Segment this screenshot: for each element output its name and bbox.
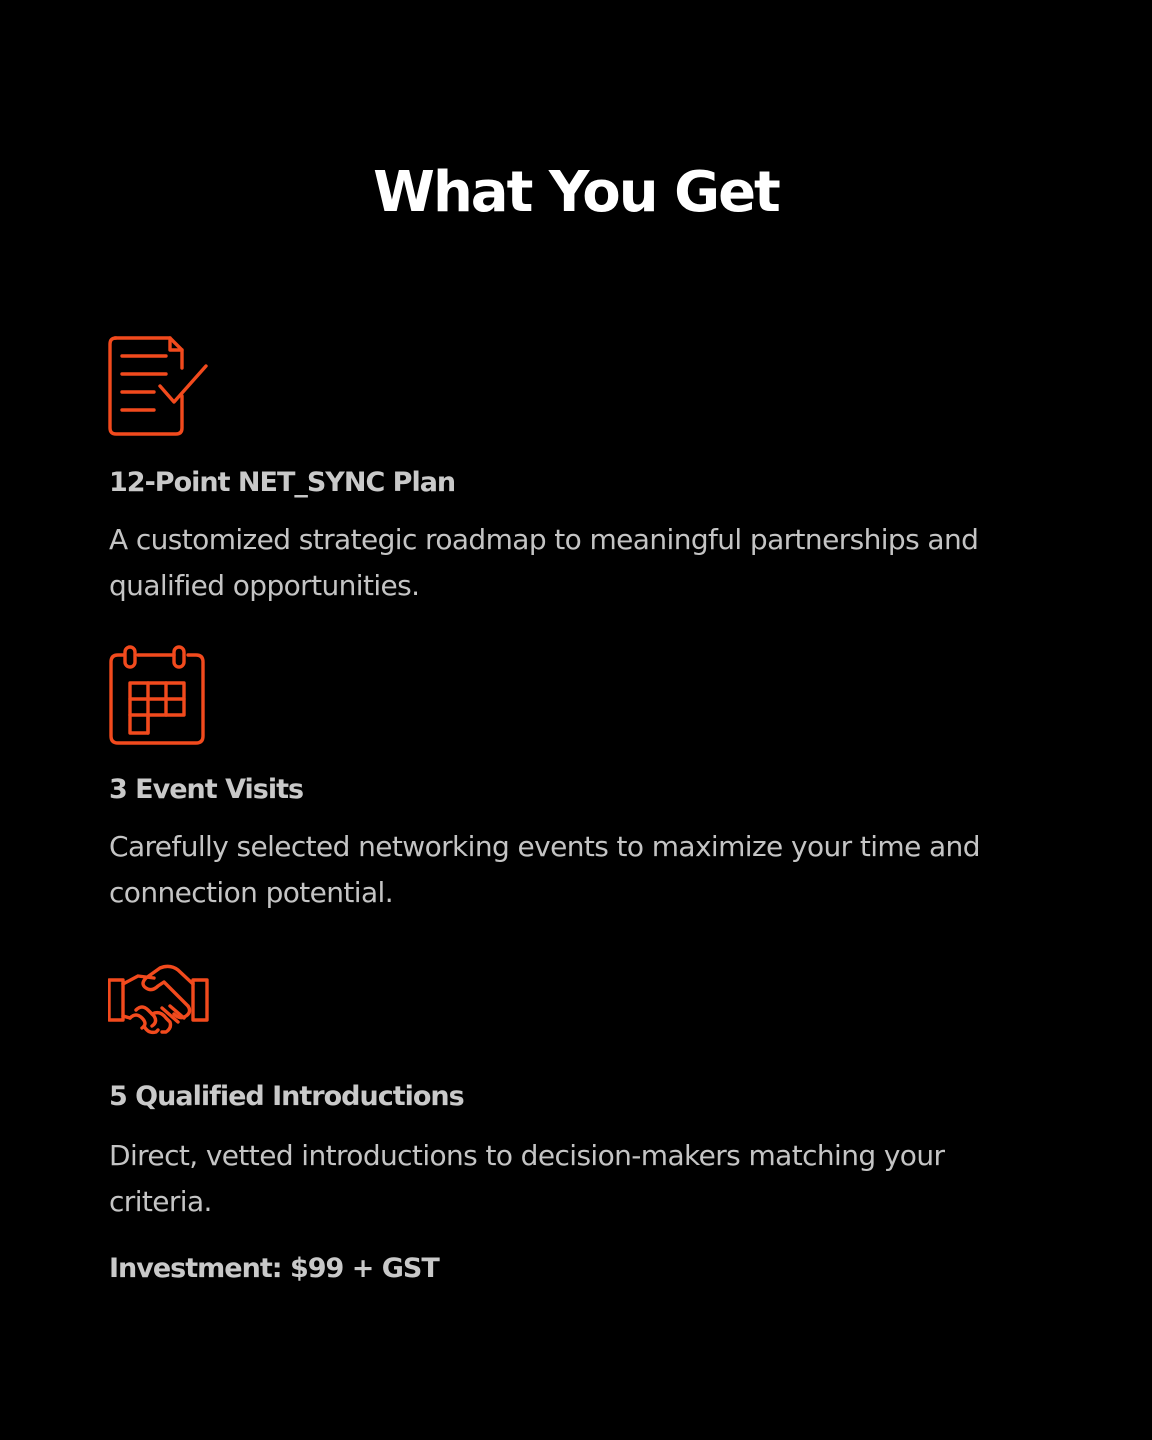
- document-check-icon: [108, 336, 210, 444]
- investment-price: [109, 1252, 439, 1286]
- feature-description: Direct, vetted introductions to decision-makers matching your criteria.: [109, 1139, 945, 1218]
- investment-amount: $99 + GST: [289, 1253, 439, 1284]
- feature-item-introductions: [108, 962, 1028, 1242]
- handshake-icon: [108, 962, 210, 1046]
- feature-description: Carefully selected networking events to maximize your time and connection potential.: [109, 830, 980, 909]
- feature-title: 5 Qualified Introductions: [109, 1081, 464, 1112]
- feature-description: A customized strategic roadmap to meaningful partnerships and qualified opportunities.: [109, 523, 979, 602]
- feature-item-plan: [108, 336, 1028, 616]
- investment-label: Investment:: [109, 1253, 282, 1284]
- calendar-icon: [108, 645, 208, 751]
- page-title: What You Get: [373, 160, 779, 225]
- feature-title: 3 Event Visits: [109, 774, 304, 805]
- feature-item-events: [108, 645, 1028, 925]
- feature-title: 12-Point NET_SYNC Plan: [109, 467, 456, 498]
